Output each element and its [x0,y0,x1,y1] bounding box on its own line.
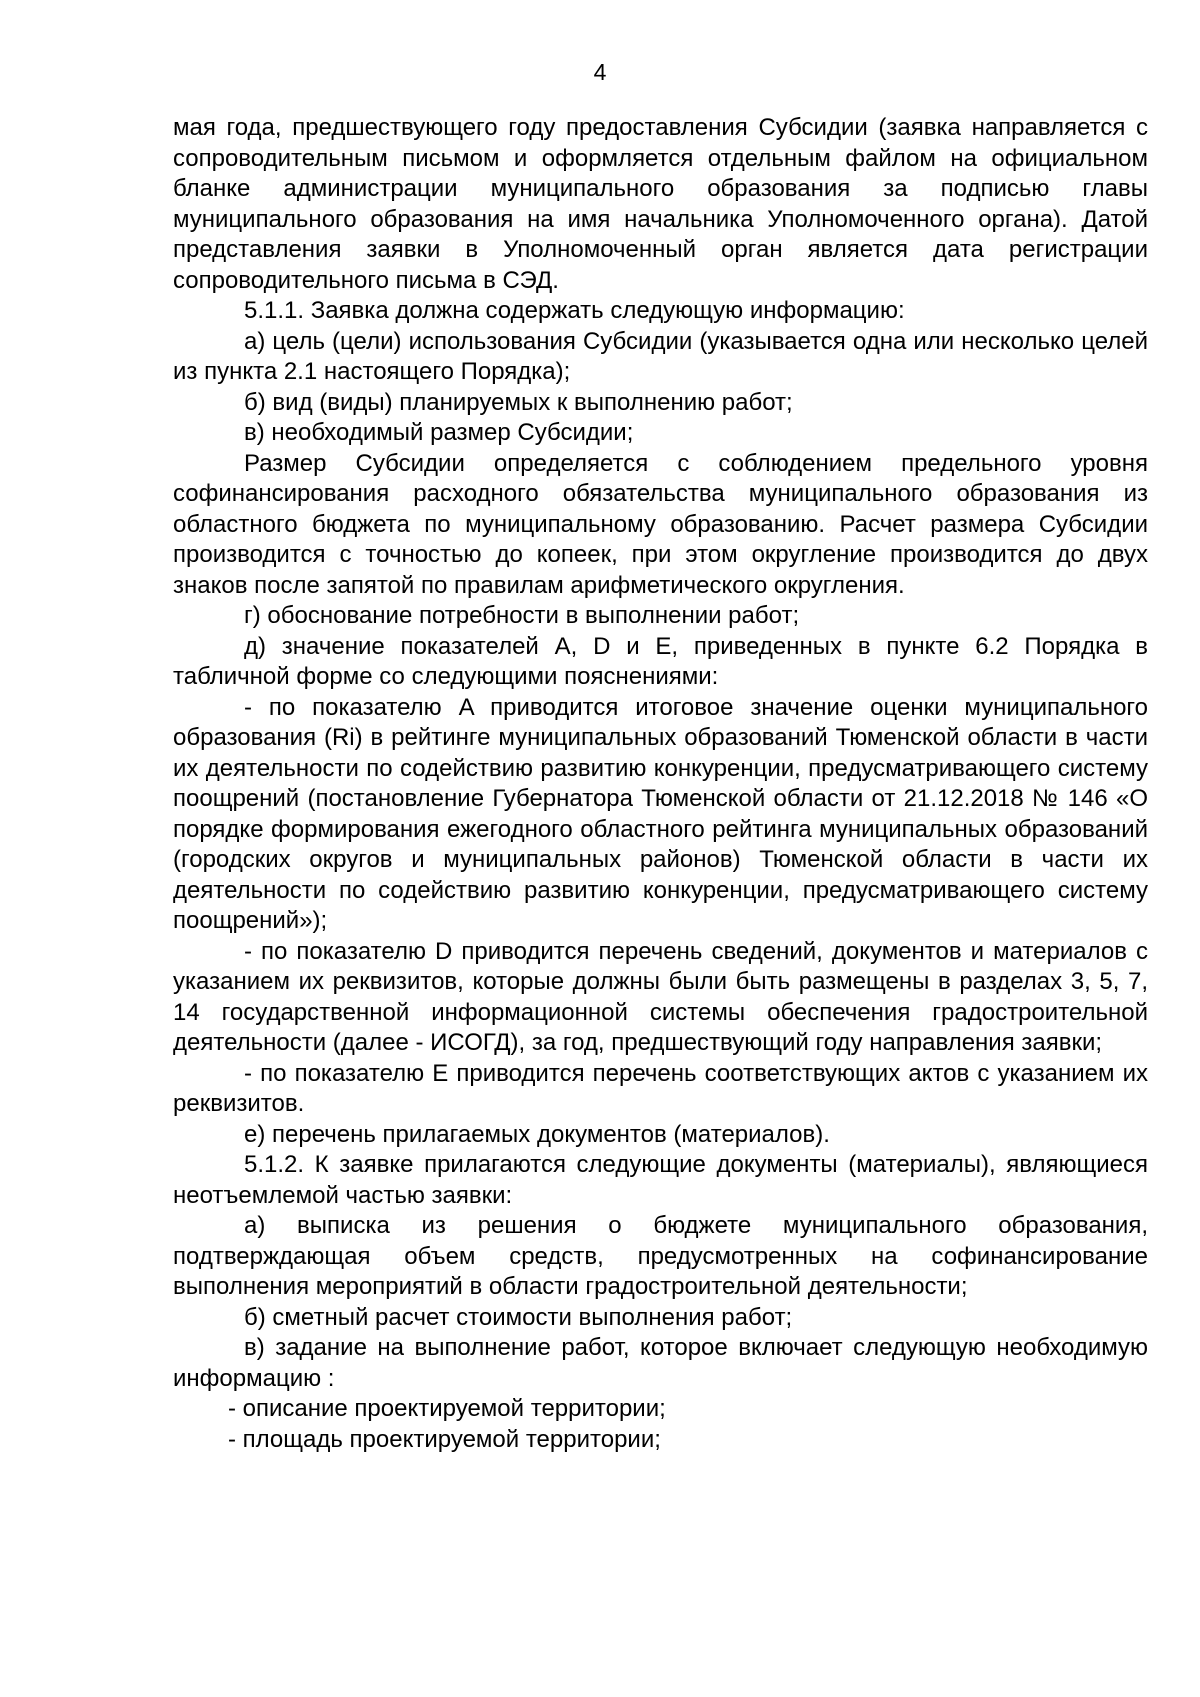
paragraph-attachment-a: а) выписка из решения о бюджете муниципального образования, подтверждающая объем средств, предусмотренных на софинансирование выполнения мероприятий в области градостроительной деятельности; [173,1212,1148,1300]
page-number: 4 [593,59,607,85]
list-item-territory-area: - площадь проектируемой территории; [228,1425,661,1453]
paragraph-item-b: б) вид (виды) планируемых к выполнению работ; [244,388,793,416]
paragraph-indicator-d: - по показателю D приводится перечень сведений, документов и материалов с указанием их реквизитов, которые должны были быть размещены в разделах 3, 5, 7, 14 государственной информационной системы обеспечения градостроительной деятельности (далее - ИСОГД), за год, предшествующий году направления заявки; [173,937,1148,1056]
paragraph-5-1-2: 5.1.2. К заявке прилагаются следующие документы (материалы), являющиеся неотъемлемой частью заявки: [173,1151,1148,1209]
paragraph-attachment-b: б) сметный расчет стоимости выполнения работ; [244,1303,793,1331]
list-item-territory-description: - описание проектируемой территории; [228,1395,666,1422]
paragraph-5-1-1: 5.1.1. Заявка должна содержать следующую информацию: [244,297,905,324]
paragraph-attachment-v: в) задание на выполнение работ, которое включает следующую необходимую информацию : [173,1334,1148,1392]
paragraph-application-deadline: мая года, предшествующего году предоставления Субсидии (заявка направляется с сопроводительным письмом и оформляется отдельным файлом на официальном бланке администрации муниципального образования за подписью главы муниципального образования на имя начальника Уполномоченного органа). Датой представления заявки в Уполномоченный орган является дата регистрации сопроводительного письма в СЭД. [173,114,1148,294]
paragraph-item-v: в) необходимый размер Субсидии; [244,419,634,446]
paragraph-item-g: г) обоснование потребности в выполнении работ; [244,602,800,629]
paragraph-item-e: е) перечень прилагаемых документов (материалов). [244,1120,830,1148]
paragraph-item-d: д) значение показателей A, D и E, приведенных в пункте 6.2 Порядка в табличной форме со следующими пояснениями: [173,632,1148,690]
paragraph-item-a: а) цель (цели) использования Субсидии (указывается одна или несколько целей из пункта 2.1 настоящего Порядка); [173,327,1148,385]
paragraph-indicator-e: - по показателю E приводится перечень соответствующих актов с указанием их реквизитов. [173,1059,1148,1117]
document-body [173,113,1148,1455]
paragraph-subsidy-size: Размер Субсидии определяется с соблюдением предельного уровня софинансирования расходного обязательства муниципального образования из областного бюджета по муниципальному образованию. Расчет размера Субсидии производится с точностью до копеек, при этом округление производится до двух знаков после запятой по правилам арифметического округления. [173,449,1148,599]
paragraph-indicator-a: - по показателю A приводится итоговое значение оценки муниципального образования (Ri) в рейтинге муниципальных образований Тюменской области в части их деятельности по содействию развитию конкуренции, предусматривающего систему поощрений (постановление Губернатора Тюменской области от 21.12.2018 № 146 «О порядке формирования ежегодного областного рейтинга муниципальных образований (городских округов и муниципальных районов) Тюменской области в части их деятельности по содействию развитию конкуренции, предусматривающего систему поощрений»); [173,693,1148,934]
